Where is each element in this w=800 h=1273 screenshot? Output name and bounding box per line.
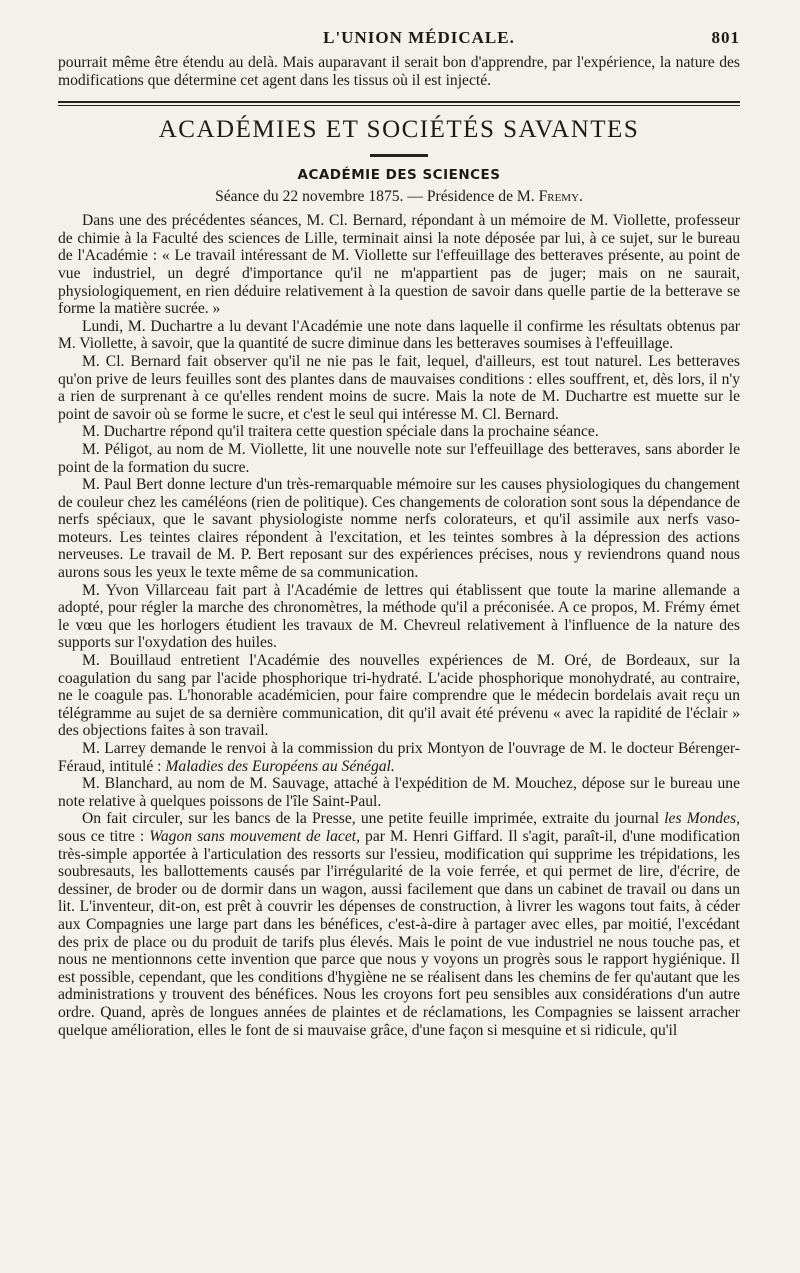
paragraph-larrey	[58, 740, 740, 775]
paragraph: M. Bouillaud entretient l'Académie des nouvelles expériences de M. Oré, de Bordeaux, sur la coagulation du sang par l'acide phosphorique tri-hydraté. L'acide phosphorique monohydraté, au contraire, ne le coagule pas. L'honorable académicien, pour faire comprendre que le médecin bordelais avait reçu un télégramme au sujet de sa dernière communication, dit qu'il avait été prévenu « avec la rapidité de l'éclair » des objections faites à son travail.	[58, 652, 740, 740]
book-title: Maladies des Européens au Sénégal.	[165, 757, 395, 775]
title-rule	[370, 154, 428, 157]
section-divider	[58, 101, 740, 106]
paragraph: Dans une des précédentes séances, M. Cl. Bernard, répondant à un mémoire de M. Viollette, professeur de chimie à la Faculté des sciences de Lille, terminait ainsi la note déposée par lui, à ce sujet, sur le bureau de l'Académie : « Le travail intéressant de M. Viollette sur l'effeuillage des betteraves présente, au point de vue industriel, un degré d'importance qu'il ne m'appartient pas de juger; mais on ne saurait, physiologiquement, en rien déduire relativement à la question de savoir dans quelle partie de la betterave se forme la matière sucrée. »	[58, 212, 740, 318]
paragraph: M. Blanchard, au nom de M. Sauvage, attaché à l'expédition de M. Mouchez, dépose sur le bureau une note relative à quelques poissons de l'île Saint-Paul.	[58, 775, 740, 810]
paragraph-giffard	[58, 810, 740, 1039]
paragraph: M. Yvon Villarceau fait part à l'Académie de lettres qui établissent que toute la marine allemande a adopté, pour régler la marche des chronomètres, la méthode qu'il a préconisée. A ce propos, M. Frémy émet le vœu que les horlogers étudient les travaux de M. Chevreul relativement à l'influence de la nature des supports sur l'oxydation des huiles.	[58, 581, 740, 652]
president-name: Fremy.	[538, 188, 583, 206]
paragraph: Lundi, M. Duchartre a lu devant l'Académie une note dans laquelle il confirme les résultats obtenus par M. Viollette, à savoir, que la quantité de sucre diminue dans les betteraves soumises à l'effeuillage.	[58, 317, 740, 353]
session-line	[58, 188, 740, 206]
paragraph: M. Duchartre répond qu'il traitera cette question spéciale dans la prochaine séance.	[82, 423, 599, 441]
paragraph: M. Péligot, au nom de M. Viollette, lit une nouvelle note sur l'effeuillage des betteraves, sans aborder le point de la formation du sucre.	[58, 440, 740, 476]
page-number: 801	[711, 28, 740, 47]
continued-paragraph: pourrait même être étendu au delà. Mais auparavant il serait bon d'apprendre, par l'expérience, la nature des modifications que détermine cet agent dans les tissus où il est injecté.	[58, 54, 740, 89]
running-head	[58, 28, 740, 54]
journal-name: les Mondes,	[664, 810, 740, 828]
paragraph-text: sous ce titre :	[58, 827, 150, 845]
article-body	[58, 212, 740, 1039]
paragraph-text: par M. Henri Giffard. Il s'agit, paraît-il, d'une modification très-simple apportée à l'articulation des ressorts sur l'essieu, modification qui supprime les trépidations, les soubresauts, les ballottements causés par l'irrégularité de la voie ferrée, et qui permet de lire, d'écrire, de dessiner, de broder ou de dormir dans un wagon, aussi facilement que dans un cabinet de travail ou dans un lit. L'inventeur, dit-on, est prêt à couvrir les dépenses de construction, à livrer les wagons tout faits, à céder aux Compagnies une large part dans les bénéfices, c'est-à-dire à partager avec elles, par moitié, l'excédant des prix de place ou du produit de tarifs plus élevés. Mais le point de vue industriel ne nous touche pas, et nous ne mentionnons cette invention que parce que nous y voyons un progrès sous le rapport hygiénique. Il est possible, cependant, que les conditions d'hygiène ne se réalisent dans les chemins de fer qu'autant que les administrations y trouvent des bénéfices. Nous les croyons fort peu sensibles aux considérations d'un autre ordre. Quand, après de longues années de plaintes et de réclamations, les Compagnies se laissent arracher quelque amélioration, elles le font de si mauvaise grâce, d'une façon si mesquine et si ridicule, qu'il	[58, 827, 741, 1039]
journal-title: L'UNION MÉDICALE.	[323, 28, 515, 47]
section-title: ACADÉMIES ET SOCIÉTÉS SAVANTES	[158, 116, 640, 144]
paragraph: M. Cl. Bernard fait observer qu'il ne nie pas le fait, lequel, d'ailleurs, est tout naturel. Les betteraves qu'on prive de leurs feuilles sont des plantes dans de mauvaises conditions : elles souffrent, et, dès lors, il n'y a rien de surprenant à ce qu'elles rendent moins de sucre. Mais la note de M. Duchartre est muette sur le point de savoir où se forme le sucre, et c'est le seul qui intéresse M. Cl. Bernard.	[58, 352, 740, 423]
article-title: Wagon sans mouvement de lacet,	[149, 827, 360, 845]
session-date: Séance du 22 novembre 1875. — Présidence de M.	[215, 188, 539, 206]
paragraph: M. Paul Bert donne lecture d'un très-remarquable mémoire sur les causes physiologiques du changement de couleur chez les caméléons (rien de politique). Ces changements de coloration sont sous la dépendance de nerfs spéciaux, que le savant physiologiste nomme nerfs colorateurs, et qu'il assimile aux nerfs vaso-moteurs. Les teintes claires répondent à l'excitation, et les teintes sombres à la dépression des actions nerveuses. Le travail de M. P. Bert reposant sur des expériences précises, nous y reviendrons quand nous aurons sous les yeux le texte même de sa communication.	[58, 476, 740, 582]
paragraph-text: On fait circuler, sur les bancs de la Presse, une petite feuille imprimée, extraite du journal	[82, 810, 665, 828]
subsection-title: ACADÉMIE DES SCIENCES	[297, 167, 501, 184]
paragraph-text: M. Larrey demande le renvoi à la commission du prix Montyon de l'ouvrage de M. le docteur Bérenger-Féraud, intitulé :	[58, 740, 740, 775]
